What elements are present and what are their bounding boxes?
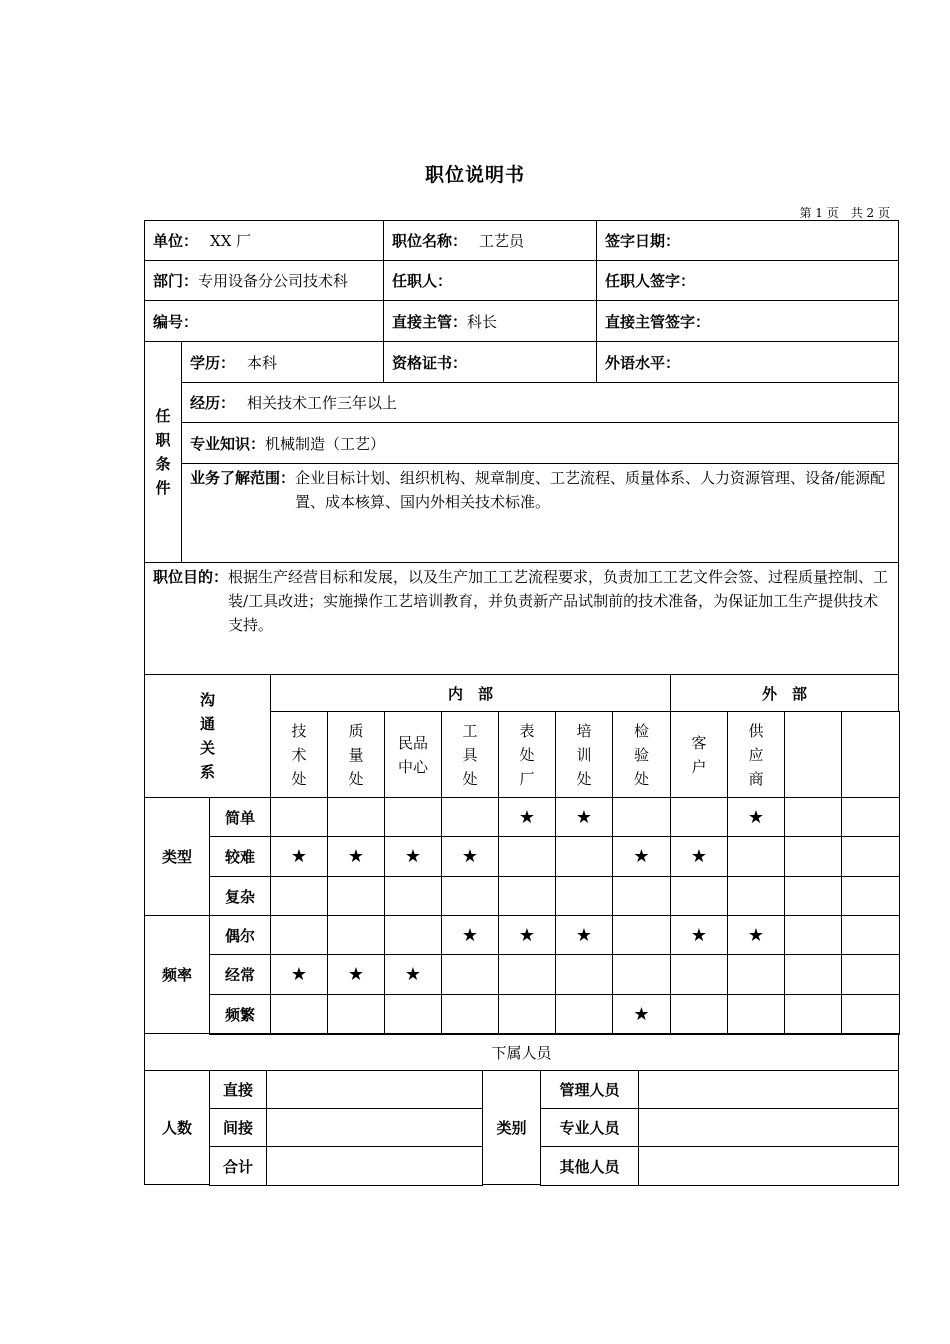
star-mark: ★ [633, 846, 650, 867]
supervisor-cell [383, 300, 597, 342]
communication-cell [270, 876, 328, 916]
communication-cell [670, 994, 728, 1035]
communication-cell [612, 876, 671, 916]
certificate-label: 资格证书： [392, 353, 468, 372]
unit-label: 单位： [153, 232, 199, 250]
business-scope-cell [181, 463, 899, 563]
language-cell [596, 341, 899, 383]
communication-cell [384, 876, 442, 916]
supervisor-label: 直接主管： [392, 312, 468, 331]
communication-cell [270, 994, 328, 1035]
communication-cell [327, 994, 385, 1035]
certificate-cell [383, 341, 597, 383]
headcount-row-label: 直接 [209, 1070, 267, 1109]
star-mark: ★ [747, 806, 765, 828]
communication-cell [270, 797, 328, 837]
internal-header: 内 部 [270, 674, 671, 712]
category-value-cell [638, 1108, 899, 1147]
communication-cell [612, 915, 671, 955]
communication-cell [841, 915, 900, 955]
category-row-label: 管理人员 [540, 1070, 639, 1109]
communication-cell [727, 915, 785, 955]
category-label: 类别 [482, 1070, 541, 1185]
headcount-value-cell [266, 1146, 483, 1186]
star-mark: ★ [690, 924, 708, 946]
supervisor-sign-label: 直接主管签字： [605, 312, 711, 331]
supervisor-value: 科长 [467, 312, 498, 331]
communication-column: 表 处 厂 [498, 711, 556, 798]
star-mark: ★ [290, 964, 308, 985]
star-mark: ★ [518, 924, 536, 946]
holder-label: 任职人： [392, 272, 453, 290]
communication-cell [498, 797, 556, 837]
star-mark: ★ [575, 924, 593, 946]
communication-cell [270, 915, 328, 955]
communication-cell [441, 797, 499, 837]
sign-date-label: 签字日期： [605, 232, 681, 250]
communication-section-label: 沟 通 关 系 [144, 674, 271, 798]
communication-cell [784, 915, 842, 955]
communication-row-label: 较难 [209, 836, 271, 877]
sign-date-cell [596, 220, 899, 261]
purpose-cell [144, 562, 899, 675]
communication-row-label: 简单 [209, 797, 271, 837]
communication-cell [727, 994, 785, 1035]
star-mark: ★ [690, 846, 708, 867]
communication-cell [727, 797, 785, 837]
position-name-cell [383, 220, 597, 261]
star-mark: ★ [633, 1004, 650, 1025]
communication-column: 检 验 处 [612, 711, 671, 798]
communication-cell [841, 836, 900, 877]
experience-label: 经历： [190, 394, 236, 412]
communication-cell [555, 915, 613, 955]
star-mark: ★ [461, 846, 479, 867]
star-mark: ★ [347, 846, 365, 867]
purpose-text: 根据生产经营目标和发展，以及生产加工工艺流程要求，负责加工工艺文件会签、过程质量控制、工装/工具改进；实施操作工艺培训教育，并负责新产品试制前的技术准备，为保证加工生产提供技术支持。 [228, 568, 889, 634]
qualifications-section-label: 任 职 条 件 [144, 341, 182, 563]
star-mark: ★ [461, 924, 479, 946]
communication-cell [612, 797, 671, 837]
communication-row-label: 复杂 [209, 876, 271, 916]
education-cell [181, 341, 384, 383]
communication-cell [841, 954, 900, 995]
department-cell [144, 260, 384, 301]
category-row-label: 其他人员 [540, 1146, 639, 1186]
communication-cell [441, 915, 499, 955]
position-name-label: 职位名称： [392, 232, 468, 250]
communication-cell [441, 836, 499, 877]
communication-cell [441, 994, 499, 1035]
communication-cell [727, 836, 785, 877]
star-mark: ★ [575, 806, 593, 828]
communication-column: 客 户 [670, 711, 728, 798]
communication-cell [841, 797, 900, 837]
communication-cell [670, 876, 728, 916]
communication-cell [670, 954, 728, 995]
communication-column [784, 711, 842, 798]
headcount-row-label: 间接 [209, 1108, 267, 1147]
unit-value: XX 厂 [210, 232, 252, 250]
communication-cell [784, 954, 842, 995]
communication-cell [384, 836, 442, 877]
category-row-label: 专业人员 [540, 1108, 639, 1147]
communication-cell [384, 915, 442, 955]
communication-column: 工 具 处 [441, 711, 499, 798]
communication-column: 培 训 处 [555, 711, 613, 798]
communication-row-label: 频繁 [209, 994, 271, 1035]
communication-cell [784, 797, 842, 837]
supervisor-sign-cell [596, 300, 899, 342]
holder-cell [383, 260, 597, 301]
communication-cell [784, 876, 842, 916]
purpose-label: 职位目的： [153, 568, 229, 586]
communication-cell [384, 954, 442, 995]
star-mark: ★ [290, 846, 308, 867]
communication-cell [498, 954, 556, 995]
communication-cell [498, 915, 556, 955]
communication-cell [784, 994, 842, 1035]
headcount-value-cell [266, 1108, 483, 1147]
communication-cell [327, 797, 385, 837]
code-label: 编号： [153, 312, 199, 331]
star-mark: ★ [404, 964, 422, 985]
communication-cell [555, 954, 613, 995]
communication-cell [441, 876, 499, 916]
education-label: 学历： [190, 353, 236, 372]
communication-column: 质 量 处 [327, 711, 385, 798]
star-mark: ★ [404, 846, 422, 867]
business-scope-value: 企业目标计划、组织机构、规章制度、工艺流程、质量体系、人力资源管理、设备/能源配置、成本核算、国内外相关技术标准。 [295, 469, 886, 511]
frequency-group-label: 频率 [144, 915, 210, 1034]
external-header: 外 部 [670, 674, 899, 712]
experience-value: 相关技术工作三年以上 [247, 394, 398, 412]
communication-cell [670, 836, 728, 877]
communication-column [841, 711, 900, 798]
communication-cell [555, 797, 613, 837]
communication-cell [498, 836, 556, 877]
communication-cell [384, 797, 442, 837]
experience-cell [181, 382, 899, 423]
communication-cell [270, 836, 328, 877]
knowledge-value: 机械制造（工艺） [265, 434, 386, 453]
communication-cell [784, 836, 842, 877]
headcount-label: 人数 [144, 1070, 210, 1185]
communication-cell [441, 954, 499, 995]
communication-cell [384, 994, 442, 1035]
language-label: 外语水平： [605, 353, 681, 372]
communication-cell [327, 954, 385, 995]
business-scope-label: 业务了解范围： [190, 469, 296, 487]
communication-cell [555, 876, 613, 916]
communication-cell [498, 994, 556, 1035]
communication-cell [327, 915, 385, 955]
communication-cell [670, 915, 728, 955]
communication-row-label: 偶尔 [209, 915, 271, 955]
department-value: 专用设备分公司技术科 [198, 272, 349, 290]
communication-cell [555, 836, 613, 877]
communication-cell [612, 836, 671, 877]
communication-cell [841, 994, 900, 1035]
holder-sign-label: 任职人签字： [605, 272, 696, 290]
category-value-cell [638, 1146, 899, 1186]
communication-cell [670, 797, 728, 837]
communication-cell [841, 876, 900, 916]
communication-cell [498, 876, 556, 916]
communication-cell [727, 876, 785, 916]
type-group-label: 类型 [144, 797, 210, 916]
communication-cell [727, 954, 785, 995]
headcount-row-label: 合计 [209, 1146, 267, 1186]
holder-sign-cell [596, 260, 899, 301]
page-info: 第 1 页 共 2 页 [799, 206, 890, 220]
communication-column: 民品 中心 [384, 711, 442, 798]
communication-cell [327, 876, 385, 916]
position-name-value: 工艺员 [479, 232, 525, 250]
communication-cell [270, 954, 328, 995]
communication-column: 供 应 商 [727, 711, 785, 798]
communication-cell [555, 994, 613, 1035]
category-value-cell [638, 1070, 899, 1109]
document-title: 职位说明书 [424, 164, 525, 186]
star-mark: ★ [347, 964, 365, 985]
subordinates-header: 下属人员 [144, 1033, 899, 1071]
department-label: 部门： [153, 272, 199, 290]
communication-cell [612, 954, 671, 995]
communication-row-label: 经常 [209, 954, 271, 995]
communication-cell [612, 994, 671, 1035]
unit-cell [144, 220, 384, 261]
communication-cell [327, 836, 385, 877]
knowledge-cell [181, 422, 899, 464]
star-mark: ★ [518, 806, 536, 828]
communication-column: 技 术 处 [270, 711, 328, 798]
headcount-value-cell [266, 1070, 483, 1109]
code-cell [144, 300, 384, 342]
star-mark: ★ [747, 924, 765, 946]
education-value: 本科 [247, 353, 278, 372]
knowledge-label: 专业知识： [190, 434, 266, 453]
